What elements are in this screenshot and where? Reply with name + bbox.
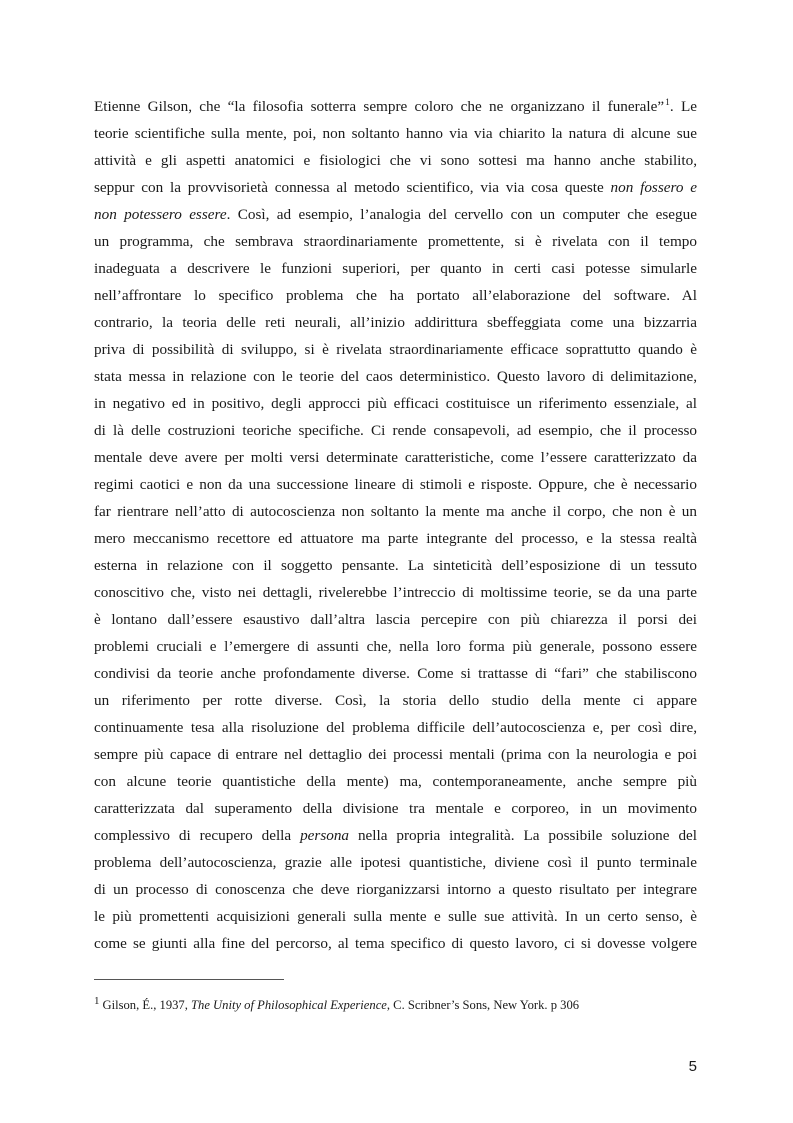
body-text-line: nell’affrontare lo specifico problema che ha portato all’elaborazione del software. Al — [94, 287, 697, 304]
body-text-line: teorie scientifiche sulla mente, poi, non soltanto hanno via via chiarito la natura di alcune sue — [94, 125, 697, 142]
body-text-line: le più promettenti acquisizioni generali sulla mente e sulle sue attività. In un certo senso, è — [94, 908, 697, 925]
body-text-line: di là delle costruzioni teoriche specifiche. Ci rende consapevoli, ad esempio, che il processo — [94, 422, 697, 439]
body-text-line: continuamente tesa alla risoluzione del problema difficile dell’autocoscienza e, per così dire, — [94, 719, 697, 736]
body-text-line: contrario, la teoria delle reti neurali, all’inizio addirittura sbeffeggiata come una bizzarria — [94, 314, 697, 331]
footnote-number: 1 — [94, 995, 100, 1007]
body-text-line: mentale deve avere per molti versi determinate caratteristiche, come l’essere caratterizzato da — [94, 449, 697, 466]
body-text-line: problema dell’autocoscienza, grazie alle ipotesi quantistiche, diviene così il punto terminale — [94, 854, 697, 871]
body-text-line: inadeguata a descrivere le funzioni superiori, per quanto in certi casi potesse simularle — [94, 260, 697, 277]
body-text-line: sempre più capace di entrare nel dettaglio dei processi mentali (prima con la neurologia e poi — [94, 746, 697, 763]
footnote-separator — [94, 979, 284, 980]
footnote-book-title: The Unity of Philosophical Experience — [191, 998, 387, 1013]
body-text-line: far rientrare nell’atto di autocoscienza non soltanto la mente ma anche il corpo, che non è un — [94, 503, 697, 520]
body-text-line: esterna in relazione con il soggetto pensante. La sinteticità dell’esposizione di un tessuto — [94, 557, 697, 574]
body-text-line — [94, 97, 697, 117]
body-text-line: un programma, che sembrava straordinariamente promettente, si è rivelata con il tempo — [94, 233, 697, 250]
footnote-text: , C. Scribner’s Sons, New York. p 306 — [386, 998, 580, 1013]
body-text-line: in negativo ed in positivo, degli approcci più efficaci costituisce un riferimento essenziale, al — [94, 395, 697, 412]
italic-text-run: persona — [300, 827, 350, 844]
body-text-line: mero meccanismo recettore ed attuatore ma parte integrante del processo, e la stessa realtà — [94, 530, 697, 547]
text-run: seppur con la provvisorietà connessa al metodo scientifico, via via cosa queste — [94, 179, 611, 196]
body-text-line: conoscitivo che, visto nei dettagli, rivelerebbe l’intreccio di moltissime teorie, se da una parte — [94, 584, 697, 601]
body-text-line: come se giunti alla fine del percorso, al tema specifico di questo lavoro, ci si dovesse volgere — [94, 935, 697, 952]
text-run: . Così, ad esempio, l’analogia del cervello con un computer che esegue — [226, 206, 697, 223]
body-text-line — [94, 826, 697, 846]
italic-text-run: non fossero e — [610, 179, 697, 196]
body-text-line — [94, 178, 697, 198]
body-text-line: stata messa in relazione con le teorie del caos deterministico. Questo lavoro di delimitazione, — [94, 368, 697, 385]
text-run: . Le — [669, 98, 697, 115]
text-run: nella propria integralità. La possibile soluzione del — [349, 827, 697, 844]
body-text-line: attività e gli aspetti anatomici e fisiologici che vi sono sottesi ma hanno anche stabilito, — [94, 152, 697, 169]
body-text-line: regimi caotici e non da una successione lineare di stimoli e risposte. Oppure, che è necessario — [94, 476, 697, 493]
text-run: complessivo di recupero della — [94, 827, 301, 844]
italic-text-run: non potessero essere — [94, 206, 227, 223]
body-text-line: caratterizzata dal superamento della divisione tra mentale e corporeo, in un movimento — [94, 800, 697, 817]
body-text-line: è lontano dall’essere esaustivo dall’altra lascia percepire con più chiarezza il porsi dei — [94, 611, 697, 628]
page-number: 5 — [688, 1058, 697, 1075]
body-text-line: condivisi da teorie anche profondamente diverse. Come si trattasse di “fari” che stabiliscono — [94, 665, 697, 682]
footnote-reference[interactable]: 1 — [665, 98, 670, 108]
body-text-line: problemi cruciali e l’emergere di assunti che, nella loro forma più generale, possono essere — [94, 638, 697, 655]
body-text-line: un riferimento per rotte diverse. Così, la storia dello studio della mente ci appare — [94, 692, 697, 709]
body-text-line: priva di possibilità di sviluppo, si è rivelata straordinariamente efficace soprattutto quando è — [94, 341, 697, 358]
body-text-line: con alcune teorie quantistiche della mente) ma, contemporaneamente, anche sempre più — [94, 773, 697, 790]
body-text-line: di un processo di conoscenza che deve riorganizzarsi intorno a questo risultato per integrare — [94, 881, 697, 898]
footnote-text: Gilson, É., 1937, — [102, 998, 192, 1013]
body-text-line — [94, 205, 697, 225]
text-run: Etienne Gilson, che “la filosofia sotterra sempre coloro che ne organizzano il funerale” — [94, 98, 665, 115]
footnote — [94, 993, 697, 1013]
